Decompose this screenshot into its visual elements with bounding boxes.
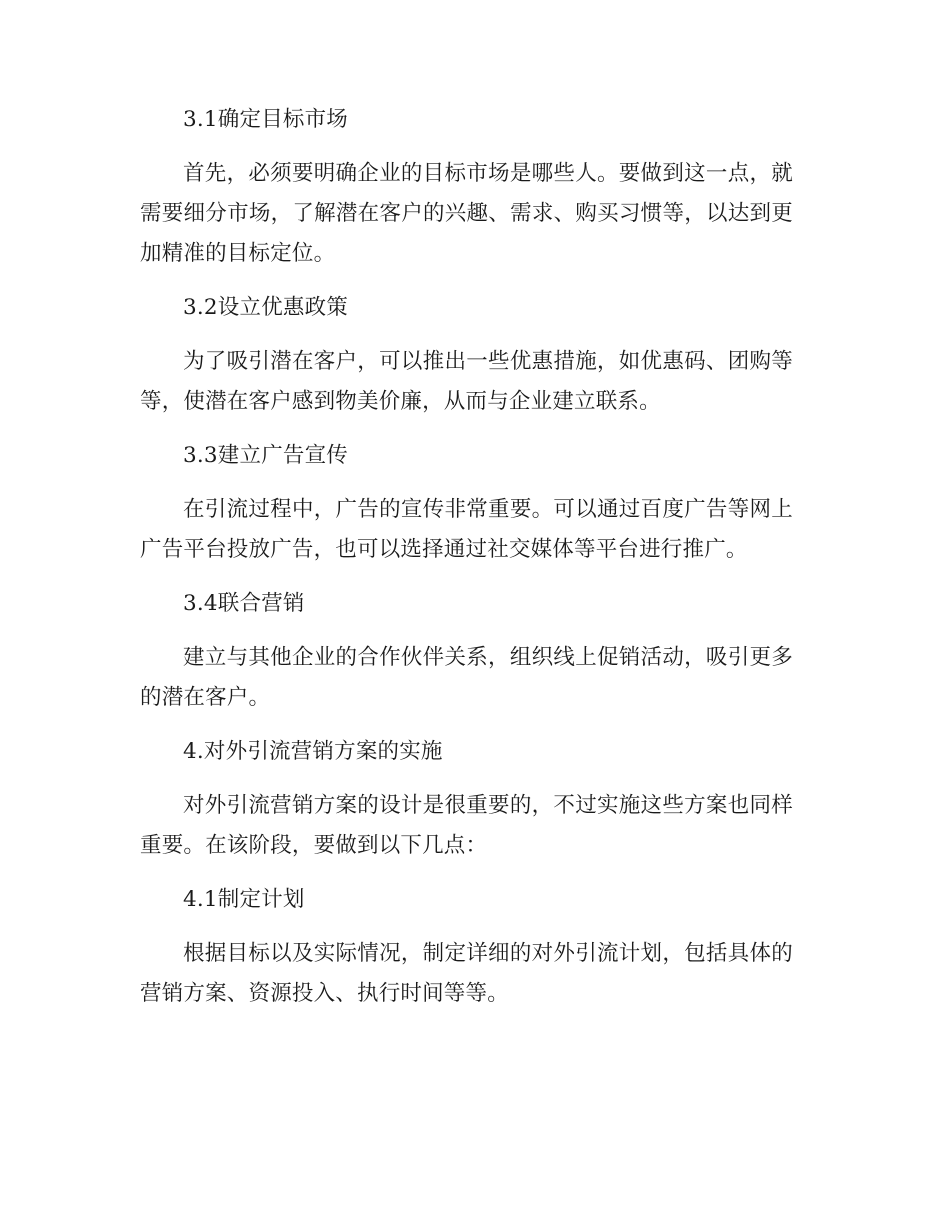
- section-heading-3-2: 3.2设立优惠政策: [183, 295, 348, 320]
- paragraph-target-market: 首先，必须要明确企业的目标市场是哪些人。要做到这一点，就需要细分市场，了解潜在客户的兴趣、需求、购买习惯等，以达到更加精准的目标定位。: [140, 161, 793, 266]
- paragraph-implementation: 对外引流营销方案的设计是很重要的，不过实施这些方案也同样重要。在该阶段，要做到以下几点：: [140, 793, 793, 858]
- section-heading-4-1: 4.1制定计划: [183, 887, 305, 912]
- paragraph-discount-policy: 为了吸引潜在客户，可以推出一些优惠措施，如优惠码、团购等等，使潜在客户感到物美价廉，从而与企业建立联系。: [140, 349, 793, 414]
- document-body: [140, 100, 793, 1028]
- paragraph-advertising: 在引流过程中，广告的宣传非常重要。可以通过百度广告等网上广告平台投放广告，也可以选择通过社交媒体等平台进行推广。: [140, 497, 793, 562]
- section-heading-3-1: 3.1确定目标市场: [183, 107, 348, 132]
- section-heading-3-4: 3.4联合营销: [183, 591, 305, 616]
- paragraph-joint-marketing: 建立与其他企业的合作伙伴关系，组织线上促销活动，吸引更多的潜在客户。: [140, 645, 793, 710]
- section-heading-3-3: 3.3建立广告宣传: [183, 443, 348, 468]
- paragraph-make-plan: 根据目标以及实际情况，制定详细的对外引流计划，包括具体的营销方案、资源投入、执行时间等等。: [140, 941, 793, 1006]
- section-heading-4: 4.对外引流营销方案的实施: [183, 739, 443, 764]
